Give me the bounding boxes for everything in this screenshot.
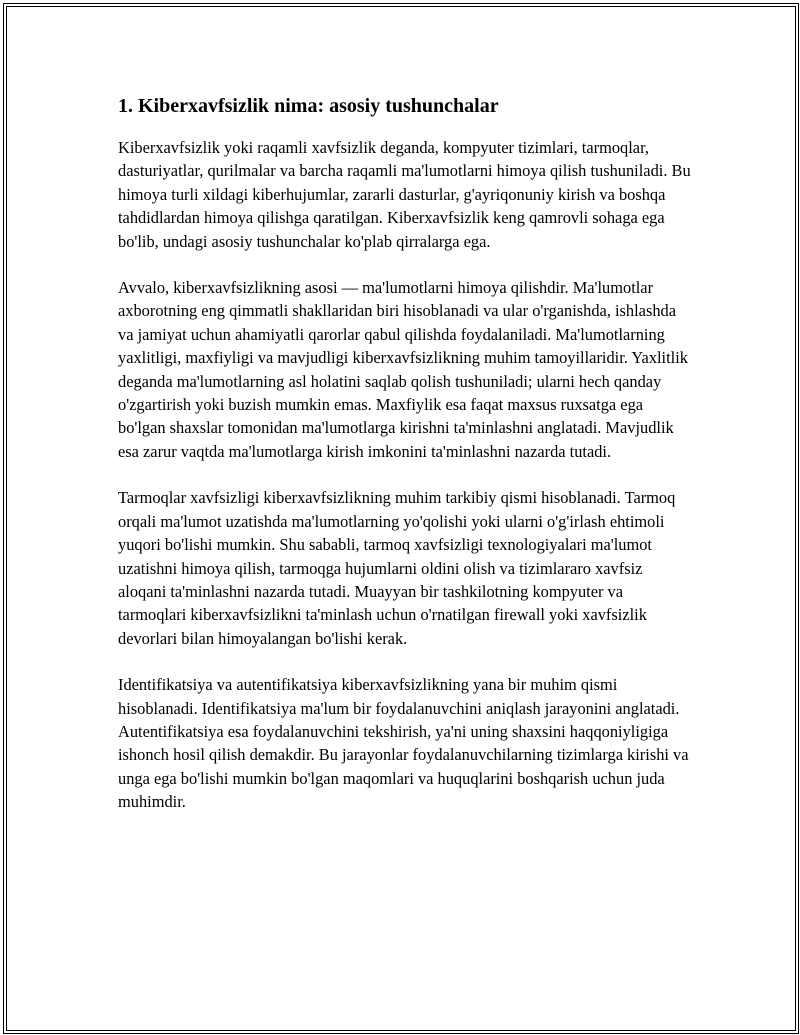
paragraph-intro: Kiberxavfsizlik yoki raqamli xavfsizlik deganda, kompyuter tizimlari, tarmoqlar, dasturiyatlar, qurilmalar va barcha raqamli ma'lumotlarni himoya qilish tushuniladi. Bu himoya turli xildagi kiberhujumlar, zararli dasturlar, g'ayriqonuniy kirish va boshqa tahdidlardan himoya qilishga qaratilgan. Kiberxavfsizlik keng qamrovli sohaga ega bo'lib, undagi asosiy tushunchalar ko'plab qirralarga ega.	[118, 138, 691, 251]
paragraph-network-security: Tarmoqlar xavfsizligi kiberxavfsizlikning muhim tarkibiy qismi hisoblanadi. Tarmoq orqali ma'lumot uzatishda ma'lumotlarning yo'qolishi yoki ularni o'g'irlash ehtimoli yuqori bo'lishi mumkin. Shu sababli, tarmoq xavfsizligi texnologiyalari ma'lumot uzatishni himoya qilish, tarmoqga hujumlarni oldini olish va tizimlararo xavfsiz aloqani ta'minlashni nazarda tutadi. Muayyan bir tashkilotning kompyuter va tarmoqlari kiberxavfsizlikni ta'minlash uchun o'rnatilgan firewall yoki xavfsizlik devorlari bilan himoyalangan bo'lishi kerak.	[118, 488, 676, 648]
paragraph-identification: Identifikatsiya va autentifikatsiya kiberxavfsizlikning yana bir muhim qismi hisoblanadi. Identifikatsiya ma'lum bir foydalanuvchini aniqlash jarayonini anglatadi. Autentifikatsiya esa foydalanuvchini tekshirish, ya'ni uning shaxsini haqqoniyligiga ishonch hosil qilish demakdir. Bu jarayonlar foydalanuvchilarning tizimlarga kirishi va unga ega bo'lishi mumkin bo'lgan maqomlari va huquqlarini boshqarish uchun juda muhimdir.	[118, 675, 689, 812]
section-heading: 1. Kiberxavfsizlik nima: asosiy tushunchalar	[118, 95, 499, 117]
document-body	[118, 92, 693, 837]
paragraph-data-protection: Avvalo, kiberxavfsizlikning asosi — ma'lumotlarni himoya qilishdir. Ma'lumotlar axborotning eng qimmatli shakllaridan biri hisoblanadi va ular o'rganishda, ishlashda va jamiyat uchun ahamiyatli qarorlar qabul qilishda foydalaniladi. Ma'lumotlarning yaxlitligi, maxfiyligi va mavjudligi kiberxavfsizlikning muhim tamoyillaridir. Yaxlitlik deganda ma'lumotlarning asl holatini saqlab qolish tushuniladi; ularni hech qanday o'zgartirish yoki buzish mumkin emas. Maxfiylik esa faqat maxsus ruxsatga ega bo'lgan shaxslar tomonidan ma'lumotlarga kirishni ta'minlashni anglatadi. Mavjudlik esa zarur vaqtda ma'lumotlarga kirish imkonini ta'minlashni nazarda tutadi.	[118, 278, 688, 461]
